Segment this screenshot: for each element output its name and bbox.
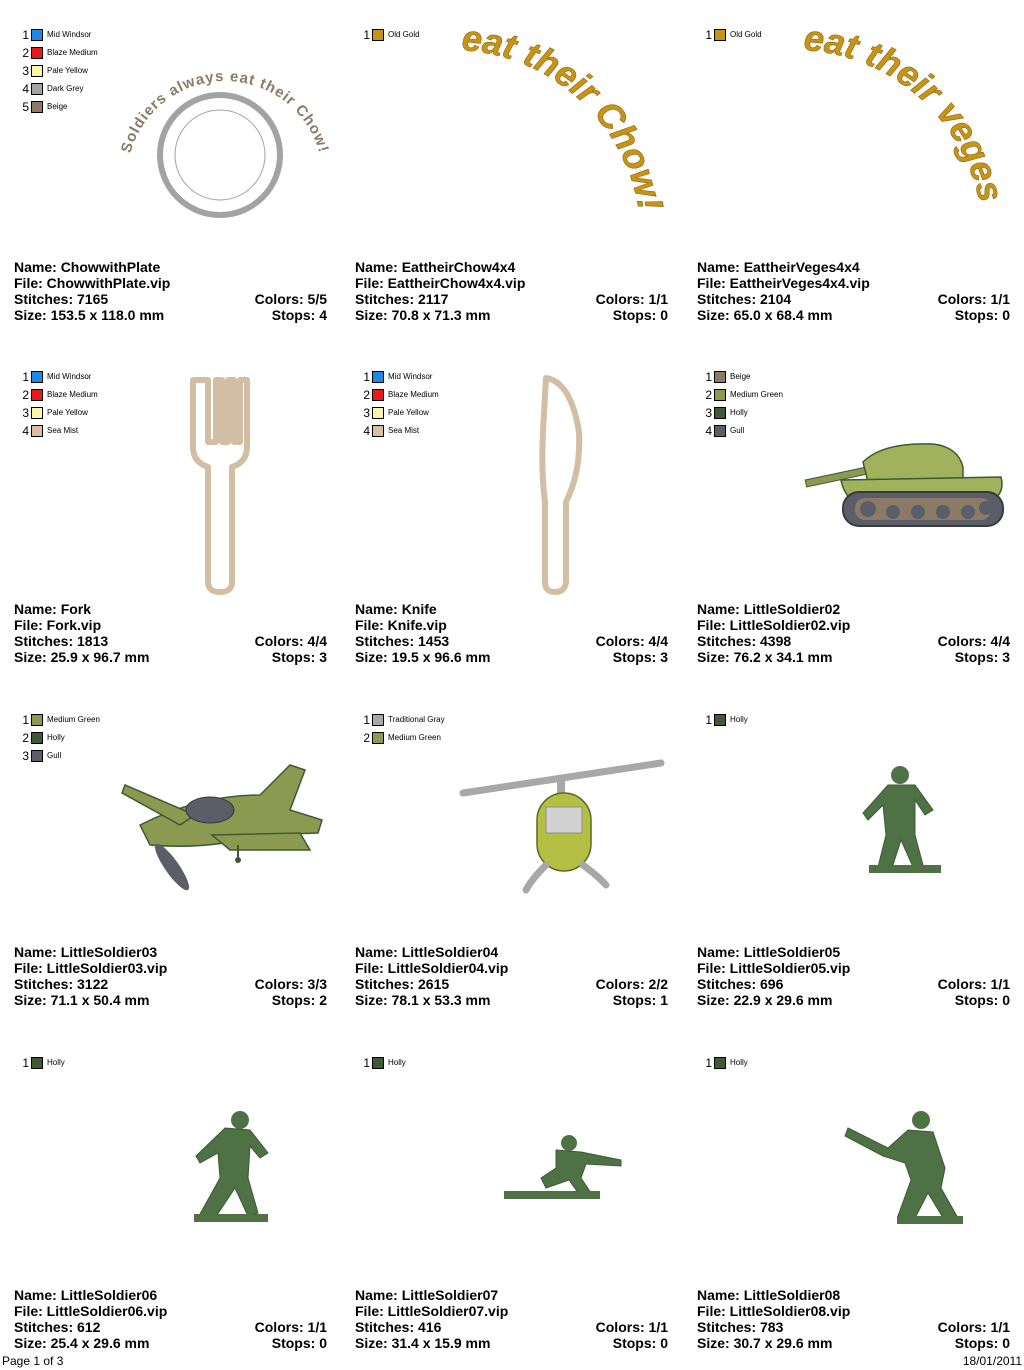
design-file: LittleSoldier05.vip <box>729 960 851 976</box>
design-cell <box>341 342 682 684</box>
design-cell <box>0 1028 341 1370</box>
thread-number: 4 <box>22 424 29 438</box>
design-info: Name: Fork File: Fork.vip Stitches: 1813 Colors: 4/4 Size: 25.9 x 96.7 mm Stops: 3 <box>14 601 327 665</box>
color-count: 5/5 <box>307 291 327 307</box>
thread-number: 2 <box>705 388 712 402</box>
stitch-count: 1453 <box>418 633 450 649</box>
design-name: LittleSoldier02 <box>743 601 841 617</box>
stitch-count: 4398 <box>760 633 792 649</box>
design-info: Name: ChowwithPlate File: ChowwithPlate.vip Stitches: 7165 Colors: 5/5 Size: 153.5 x 118.0 mm Stops: 4 <box>14 259 327 323</box>
design-cell <box>683 1028 1024 1370</box>
stitch-count: 2615 <box>418 976 450 992</box>
thread-name: Pale Yellow <box>47 408 88 417</box>
thread-number: 4 <box>363 424 370 438</box>
thread-number: 2 <box>363 731 370 745</box>
design-name: Knife <box>401 601 437 617</box>
color-count: 4/4 <box>307 633 327 649</box>
stitch-count: 2117 <box>418 291 449 307</box>
arc-text: Soldiers always eat their Chow! <box>117 67 333 155</box>
stitch-count: 783 <box>760 1319 784 1335</box>
thread-number: 1 <box>22 28 29 42</box>
thread-number: 4 <box>705 424 712 438</box>
design-size: 76.2 x 34.1 mm <box>733 649 833 665</box>
design-cell <box>683 685 1024 1027</box>
color-count: 1/1 <box>648 1319 668 1335</box>
design-info: Name: LittleSoldier05 File: LittleSoldier05.vip Stitches: 696 Colors: 1/1 Size: 22.9 x 29.6 mm Stops: 0 <box>697 944 1010 1008</box>
thread-number: 1 <box>22 713 29 727</box>
design-cell <box>341 0 682 342</box>
design-info: Name: LittleSoldier07 File: LittleSoldier07.vip Stitches: 416 Colors: 1/1 Size: 31.4 x 15.9 mm Stops: 0 <box>355 1287 668 1351</box>
thread-name: Pale Yellow <box>47 66 88 75</box>
thread-number: 2 <box>22 388 29 402</box>
stop-count: 0 <box>660 307 668 323</box>
thread-name: Sea Mist <box>47 426 79 435</box>
design-size: 31.4 x 15.9 mm <box>391 1335 491 1351</box>
thread-number: 2 <box>22 46 29 60</box>
design-file: LittleSoldier06.vip <box>46 1303 168 1319</box>
design-size: 78.1 x 53.3 mm <box>391 992 491 1008</box>
soldier-running-design <box>0 1028 341 1288</box>
arc-text: eat their Chow! <box>460 16 672 214</box>
design-file: EattheirChow4x4.vip <box>387 275 526 291</box>
thread-name: Medium Green <box>47 715 100 724</box>
design-file: LittleSoldier02.vip <box>729 617 851 633</box>
thread-name: Old Gold <box>730 30 762 39</box>
color-count: 4/4 <box>990 633 1010 649</box>
print-date: 18/01/2011 <box>962 1354 1022 1368</box>
color-count: 1/1 <box>990 976 1010 992</box>
stop-count: 0 <box>319 1335 327 1351</box>
stitch-count: 3122 <box>77 976 109 992</box>
knife-design <box>341 342 682 602</box>
thread-name: Gull <box>730 426 745 435</box>
stop-count: 4 <box>319 307 327 323</box>
design-cell <box>341 1028 682 1370</box>
thread-name: Holly <box>730 408 748 417</box>
thread-name: Blaze Medium <box>47 48 98 57</box>
thread-name: Medium Green <box>730 390 783 399</box>
page-number: Page 1 of 3 <box>2 1354 64 1368</box>
design-name: EattheirChow4x4 <box>401 259 516 275</box>
stop-count: 3 <box>319 649 327 665</box>
thread-name: Holly <box>388 1058 406 1067</box>
design-cell <box>683 0 1024 342</box>
fork-design <box>0 342 341 602</box>
eat-their-veges-design <box>683 0 1024 260</box>
thread-number: 1 <box>705 1056 712 1070</box>
arc-text: eat their veges <box>802 16 1013 206</box>
color-count: 4/4 <box>648 633 668 649</box>
thread-name: Dark Grey <box>47 84 84 93</box>
design-file: EattheirVeges4x4.vip <box>729 275 870 291</box>
design-file: LittleSoldier07.vip <box>387 1303 509 1319</box>
svg-text:eat their veges <box>802 17 1012 206</box>
design-file: LittleSoldier03.vip <box>46 960 168 976</box>
design-name: LittleSoldier05 <box>743 944 841 960</box>
thread-number: 1 <box>22 1056 29 1070</box>
stop-count: 3 <box>1002 649 1010 665</box>
thread-name: Traditional Gray <box>388 715 445 724</box>
thread-name: Sea Mist <box>388 426 420 435</box>
design-size: 25.9 x 96.7 mm <box>50 649 150 665</box>
design-name: EattheirVeges4x4 <box>743 259 860 275</box>
design-name: LittleSoldier03 <box>60 944 158 960</box>
design-info: Name: Knife File: Knife.vip Stitches: 1453 Colors: 4/4 Size: 19.5 x 96.6 mm Stops: 3 <box>355 601 668 665</box>
thread-number: 2 <box>22 731 29 745</box>
design-size: 30.7 x 29.6 mm <box>733 1335 833 1351</box>
thread-name: Old Gold <box>388 30 420 39</box>
color-count: 2/2 <box>648 976 668 992</box>
thread-name: Pale Yellow <box>388 408 429 417</box>
thread-number: 1 <box>705 370 712 384</box>
design-info: Name: LittleSoldier03 File: LittleSoldier03.vip Stitches: 3122 Colors: 3/3 Size: 71.1 x 50.4 mm Stops: 2 <box>14 944 327 1008</box>
tank-design <box>683 342 1024 602</box>
thread-number: 1 <box>363 1056 370 1070</box>
design-info: Name: LittleSoldier08 File: LittleSoldier08.vip Stitches: 783 Colors: 1/1 Size: 30.7 x 29.6 mm Stops: 0 <box>697 1287 1010 1351</box>
thread-number: 1 <box>363 28 370 42</box>
thread-number: 3 <box>22 406 29 420</box>
stop-count: 0 <box>1002 992 1010 1008</box>
thread-name: Mid Windsor <box>47 372 92 381</box>
design-name: LittleSoldier06 <box>60 1287 158 1303</box>
design-cell <box>683 342 1024 684</box>
design-size: 22.9 x 29.6 mm <box>733 992 833 1008</box>
design-file: LittleSoldier08.vip <box>729 1303 851 1319</box>
design-cell <box>0 0 341 342</box>
design-info: Name: EattheirChow4x4 File: EattheirChow4x4.vip Stitches: 2117 Colors: 1/1 Size: 70.8 x 71.3 mm Stops: 0 <box>355 259 668 323</box>
soldier-rifle-design <box>683 1028 1024 1288</box>
stop-count: 0 <box>1002 1335 1010 1351</box>
thread-name: Gull <box>47 751 62 760</box>
stitch-count: 1813 <box>77 633 109 649</box>
design-cell <box>0 685 341 1027</box>
design-cell <box>341 685 682 1027</box>
stitch-count: 7165 <box>77 291 109 307</box>
thread-name: Holly <box>47 1058 65 1067</box>
thread-name: Medium Green <box>388 733 441 742</box>
stop-count: 2 <box>319 992 327 1008</box>
chow-plate-design <box>0 0 341 260</box>
stop-count: 1 <box>660 992 668 1008</box>
helicopter-design <box>341 685 682 945</box>
design-name: Fork <box>60 601 92 617</box>
color-count: 1/1 <box>307 1319 327 1335</box>
design-name: ChowwithPlate <box>60 259 161 275</box>
design-name: LittleSoldier08 <box>743 1287 841 1303</box>
soldier-standing-design <box>683 685 1024 945</box>
thread-name: Holly <box>47 733 65 742</box>
design-size: 153.5 x 118.0 mm <box>50 307 165 323</box>
stop-count: 0 <box>660 1335 668 1351</box>
eat-their-chow-design <box>341 0 682 260</box>
thread-name: Beige <box>730 372 751 381</box>
thread-number: 1 <box>705 713 712 727</box>
color-count: 1/1 <box>990 291 1010 307</box>
thread-name: Mid Windsor <box>47 30 92 39</box>
stitch-count: 612 <box>77 1319 101 1335</box>
stitch-count: 2104 <box>760 291 792 307</box>
color-count: 1/1 <box>990 1319 1010 1335</box>
thread-number: 2 <box>363 388 370 402</box>
stop-count: 0 <box>1002 307 1010 323</box>
thread-name: Mid Windsor <box>388 372 433 381</box>
design-file: Knife.vip <box>387 617 447 633</box>
thread-name: Holly <box>730 715 748 724</box>
color-count: 3/3 <box>307 976 327 992</box>
design-file: Fork.vip <box>46 617 102 633</box>
svg-text:eat their Chow! <box>460 17 671 213</box>
thread-name: Beige <box>47 102 68 111</box>
stitch-count: 696 <box>760 976 784 992</box>
stop-count: 3 <box>660 649 668 665</box>
design-size: 65.0 x 68.4 mm <box>733 307 833 323</box>
design-name: LittleSoldier04 <box>401 944 499 960</box>
thread-number: 1 <box>363 713 370 727</box>
design-size: 25.4 x 29.6 mm <box>50 1335 150 1351</box>
thread-number: 1 <box>705 28 712 42</box>
thread-number: 3 <box>705 406 712 420</box>
design-file: ChowwithPlate.vip <box>46 275 171 291</box>
thread-number: 3 <box>363 406 370 420</box>
thread-number: 1 <box>363 370 370 384</box>
design-file: LittleSoldier04.vip <box>387 960 509 976</box>
design-info: Name: EattheirVeges4x4 File: EattheirVeges4x4.vip Stitches: 2104 Colors: 1/1 Size: 65.0 x 68.4 mm Stops: 0 <box>697 259 1010 323</box>
airplane-design <box>0 685 341 945</box>
design-name: LittleSoldier07 <box>401 1287 499 1303</box>
thread-number: 5 <box>22 100 29 114</box>
design-info: Name: LittleSoldier02 File: LittleSoldier02.vip Stitches: 4398 Colors: 4/4 Size: 76.2 x 34.1 mm Stops: 3 <box>697 601 1010 665</box>
thread-number: 1 <box>22 370 29 384</box>
thread-number: 3 <box>22 64 29 78</box>
design-size: 71.1 x 50.4 mm <box>50 992 150 1008</box>
design-size: 70.8 x 71.3 mm <box>391 307 491 323</box>
thread-number: 3 <box>22 749 29 763</box>
thread-number: 4 <box>22 82 29 96</box>
stitch-count: 416 <box>418 1319 442 1335</box>
design-info: Name: LittleSoldier06 File: LittleSoldier06.vip Stitches: 612 Colors: 1/1 Size: 25.4 x 29.6 mm Stops: 0 <box>14 1287 327 1351</box>
design-info: Name: LittleSoldier04 File: LittleSoldier04.vip Stitches: 2615 Colors: 2/2 Size: 78.1 x 53.3 mm Stops: 1 <box>355 944 668 1008</box>
soldier-kneeling-design <box>341 1028 682 1288</box>
thread-name: Holly <box>730 1058 748 1067</box>
thread-name: Blaze Medium <box>388 390 439 399</box>
design-size: 19.5 x 96.6 mm <box>391 649 491 665</box>
thread-name: Blaze Medium <box>47 390 98 399</box>
color-count: 1/1 <box>648 291 668 307</box>
design-cell <box>0 342 341 684</box>
